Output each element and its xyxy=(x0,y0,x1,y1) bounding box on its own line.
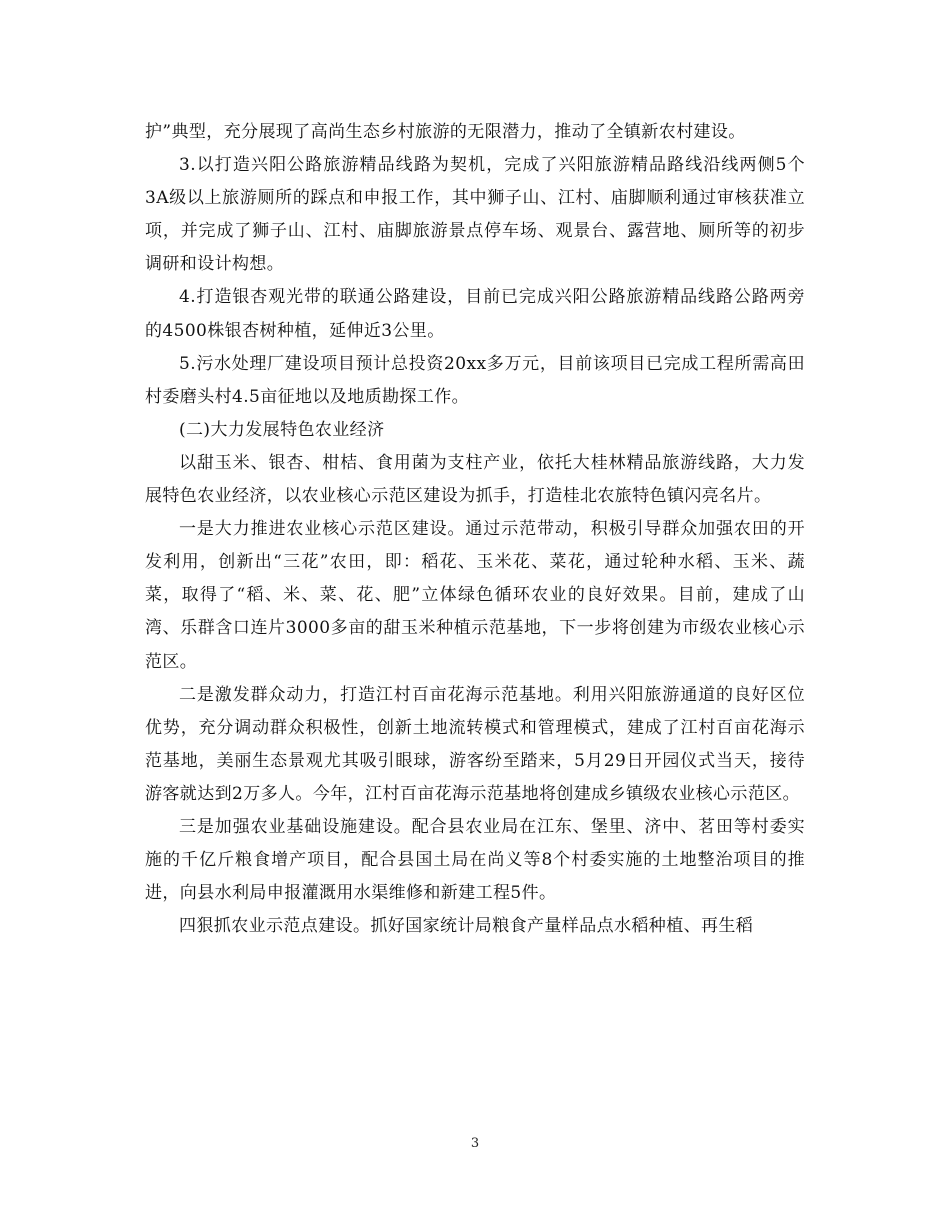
paragraph-continued: 护”典型，充分展现了高尚生态乡村旅游的无限潜力，推动了全镇新农村建设。 xyxy=(145,122,746,142)
paragraph-second: 二是激发群众动力，打造江村百亩花海示范基地。利用兴阳旅游通道的良好区位优势，充分调动群众积极性，创新土地流转模式和管理模式，建成了江村百亩花海示范基地，美丽生态景观尤其吸引眼球，游客纷至踏来，5月29日开园仪式当天，接待游客就达到2万多人。今年，江村百亩花海示范基地将创建成乡镇级农业核心示范区。 xyxy=(145,684,805,804)
paragraph-intro: 以甜玉米、银杏、柑桔、食用菌为支柱产业，依托大桂林精品旅游线路，大力发展特色农业经济，以农业核心示范区建设为抓手，打造桂北农旅特色镇闪亮名片。 xyxy=(145,452,805,507)
document-body xyxy=(145,116,805,943)
paragraph-fourth: 四狠抓农业示范点建设。抓好国家统计局粮食产量样品点水稻种植、再生稻 xyxy=(179,916,754,937)
paragraph-item-3: 3.以打造兴阳公路旅游精品线路为契机，完成了兴阳旅游精品路线沿线两侧5个3A级以上旅游厕所的踩点和申报工作，其中狮子山、江村、庙脚顺利通过审核获准立项，并完成了狮子山、江村、庙脚旅游景点停车场、观景台、露营地、厕所等的初步调研和设计构想。 xyxy=(145,155,805,275)
paragraph-item-5: 5.污水处理厂建设项目预计总投资20xx多万元，目前该项目已完成工程所需高田村委磨头村4.5亩征地以及地质勘探工作。 xyxy=(145,353,805,407)
paragraph-first: 一是大力推进农业核心示范区建设。通过示范带动，积极引导群众加强农田的开发利用，创新出“三花”农田，即：稻花、玉米花、菜花，通过轮种水稻、玉米、蔬菜，取得了“稻、米、菜、花、肥”立体绿色循环农业的良好效果。目前，建成了山湾、乐群含口连片3000多亩的甜玉米种植示范基地，下一步将创建为市级农业核心示范区。 xyxy=(145,519,805,672)
section-heading: (二)大力发展特色农业经济 xyxy=(179,419,385,440)
paragraph-item-4: 4.打造银杏观光带的联通公路建设，目前已完成兴阳公路旅游精品线路公路两旁的4500株银杏树种植，延伸近3公里。 xyxy=(145,287,805,341)
paragraph-third: 三是加强农业基础设施建设。配合县农业局在江东、堡里、济中、茗田等村委实施的千亿斤粮食增产项目，配合县国土局在尚义等8个村委实施的土地整治项目的推进，向县水利局申报灌溉用水渠维修和新建工程5件。 xyxy=(145,816,805,904)
page-number: 3 xyxy=(470,1136,480,1151)
